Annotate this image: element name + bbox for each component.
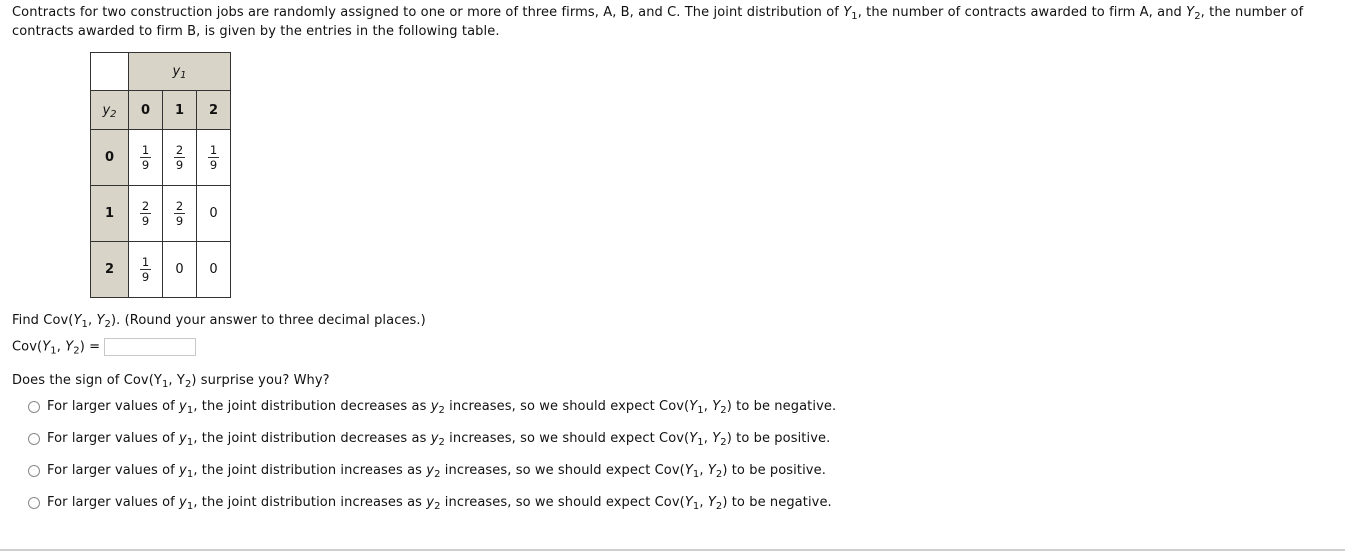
radio-button[interactable] [28,465,40,477]
option-text: , the joint distribution increases as [193,495,427,510]
fraction [140,199,151,228]
table-cell [129,186,163,242]
table-cell [129,130,163,186]
subscript: 2 [438,437,445,448]
subscript: 1 [692,469,700,480]
option-text: For larger values of [47,463,180,478]
numerator: 1 [209,142,218,157]
var-Y: Y [65,339,74,355]
option-text: , the joint distribution increases as [193,463,427,478]
subscript: 1 [186,501,194,512]
option-text: For larger values of [47,431,180,446]
intro-text: Contracts for two construction jobs are randomly assigned to one or more of three firms, A, B, and C. The joint distribution of [12,5,844,20]
bottom-divider [0,549,1345,551]
radio-button[interactable] [28,401,40,413]
option-label [47,495,832,510]
subscript: 2 [104,319,111,330]
subscript: 2 [715,501,723,512]
table-cell [129,242,163,298]
numerator: 1 [141,142,150,157]
separator: , [168,373,177,388]
covariance-answer-input[interactable] [104,338,196,356]
denominator: 9 [141,157,150,172]
option-label [47,463,826,478]
fraction [140,143,151,172]
var-Y: Y [712,399,721,414]
radio-button[interactable] [28,497,40,509]
subscript: 1 [186,437,194,448]
question-covariance [12,313,426,328]
table-cell [197,130,231,186]
option-label [47,399,836,414]
subscript: 1 [697,405,704,416]
answer-option-1[interactable] [28,399,836,414]
table-cell [163,186,197,242]
question-text: Does the sign of Cov( [12,373,154,388]
option-text: For larger values of [47,495,180,510]
option-text: , the joint distribution decreases as [193,399,431,414]
var-y2: y [102,102,111,118]
intro-text: , the number of contracts awarded to firm B, is given by the entries in the following table. [12,5,1304,39]
subscript: 2 [73,345,80,357]
radio-button[interactable] [28,433,40,445]
subscript: 1 [692,501,700,512]
fraction [174,143,185,172]
row-header: 1 [91,186,129,242]
var-Y: Y [684,495,693,510]
separator: , [699,495,708,510]
separator: , [56,339,66,355]
var-y1: y [179,431,187,446]
denominator: 9 [141,213,150,228]
answer-label: ) = [79,339,101,355]
option-text: increases, so we should expect Cov( [444,431,690,446]
separator: , [87,313,97,328]
row-header: 2 [91,242,129,298]
table-cell: 0 [197,186,231,242]
answer-label: Cov( [12,339,43,355]
table-row [91,242,231,298]
var-Y: Y [707,495,716,510]
var-Y: Y [73,313,82,328]
numerator: 2 [175,142,184,157]
subscript: 1 [50,345,57,357]
var-y1: y [179,399,187,414]
answer-row [12,338,196,356]
option-label [47,431,830,446]
var-y1: y [179,495,187,510]
fraction [174,199,185,228]
subscript: 2 [438,405,445,416]
table-corner [91,53,129,91]
var-Y: Y [707,463,716,478]
fraction [208,143,219,172]
subscript: 2 [434,469,441,480]
table-cell: 0 [197,242,231,298]
table-row [91,186,231,242]
subscript: 2 [715,469,723,480]
subscript: 2 [110,108,117,120]
var-Y: Y [689,431,698,446]
option-text: ) to be negative. [726,399,837,414]
var-y2: y [426,495,435,510]
subscript: 1 [161,379,169,390]
y1-header [129,53,231,91]
question-sign [12,373,330,388]
var-Y: Y [684,463,693,478]
var-Y: Y [176,373,185,388]
column-header: 0 [129,91,163,130]
question-text: Find Cov( [12,313,74,328]
problem-statement [12,3,1332,41]
var-Y: Y [689,399,698,414]
table-row [91,130,231,186]
option-text: increases, so we should expect Cov( [440,463,685,478]
row-header: 0 [91,130,129,186]
answer-option-2[interactable] [28,431,830,446]
var-Y: Y [96,313,105,328]
y2-header [91,91,129,130]
separator: , [703,399,713,414]
option-text: For larger values of [47,399,180,414]
option-text: increases, so we should expect Cov( [440,495,685,510]
separator: , [699,463,708,478]
subscript: 2 [184,379,192,390]
subscript: 1 [697,437,704,448]
denominator: 9 [141,269,150,284]
subscript: 2 [720,437,727,448]
numerator: 2 [141,198,150,213]
subscript: 2 [434,501,441,512]
subscript: 2 [1194,11,1201,22]
subscript: 2 [720,405,727,416]
var-Y1: Y [843,5,852,20]
subscript: 1 [180,70,187,81]
var-y2: y [430,431,439,446]
option-text: ) to be positive. [726,431,831,446]
option-text: ) to be negative. [722,495,832,510]
question-text: ). (Round your answer to three decimal places.) [110,313,426,328]
subscript: 1 [186,469,194,480]
var-Y2: Y [1186,5,1195,20]
question-text: ) surprise you? Why? [191,373,330,388]
joint-distribution-table [90,52,231,298]
table-cell: 0 [163,242,197,298]
denominator: 9 [175,213,184,228]
subscript: 1 [81,319,88,330]
var-y2: y [426,463,435,478]
var-y2: y [430,399,439,414]
column-header: 2 [197,91,231,130]
option-text: ) to be positive. [722,463,826,478]
option-text: increases, so we should expect Cov( [444,399,690,414]
table-cell [163,130,197,186]
var-Y: Y [42,339,51,355]
var-y1: y [172,64,181,79]
denominator: 9 [175,157,184,172]
intro-text: , the number of contracts awarded to firm A, and [857,5,1187,20]
var-y1: y [179,463,187,478]
numerator: 2 [175,198,184,213]
subscript: 1 [186,405,194,416]
fraction [140,255,151,284]
answer-option-3[interactable] [28,463,826,478]
option-text: , the joint distribution decreases as [193,431,431,446]
var-Y: Y [712,431,721,446]
var-Y: Y [153,373,162,388]
answer-option-4[interactable] [28,495,832,510]
subscript: 1 [851,11,858,22]
denominator: 9 [209,157,218,172]
numerator: 1 [141,254,150,269]
separator: , [703,431,713,446]
column-header: 1 [163,91,197,130]
